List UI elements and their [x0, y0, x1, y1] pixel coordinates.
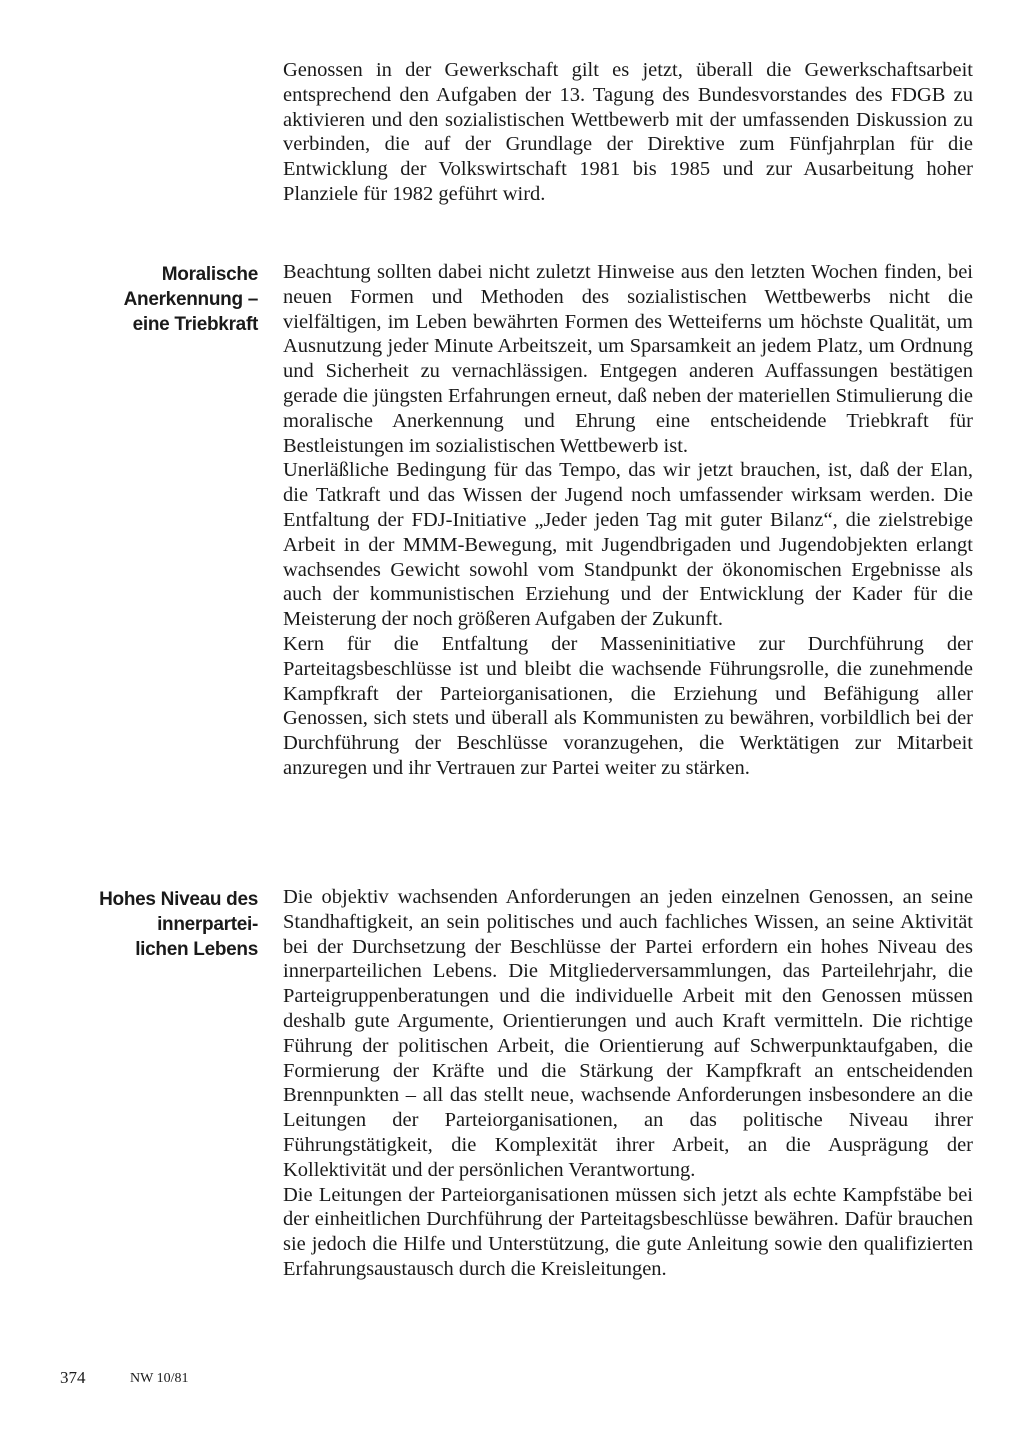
issue-reference: NW 10/81 — [130, 1371, 189, 1386]
level-section — [283, 885, 973, 1282]
moral-paragraph-3: Kern für die Entfaltung der Masseninitiative zur Durchführung der Parteitagsbeschlüsse ist und bleibt die wachsende Führungsrolle, die zunehmende Kampfkraft der Parteiorganisationen, die Erziehung und Befähigung aller Genossen, sich stets und überall als Kommunisten zu bewähren, vorbildlich bei der Durchführung der Beschlüsse voranzugehen, die Werktätigen zur Mitarbeit anzuregen und ihr Vertrauen zur Partei weiter zu stärken. — [283, 632, 973, 779]
margin-heading-moral — [60, 262, 258, 337]
margin-heading-line: Moralische — [161, 264, 258, 285]
level-paragraph-2: Die Leitungen der Parteiorganisationen müssen sich jetzt als echte Kampfstäbe bei der einheitlichen Durchführung der Parteitagsbeschlüsse bewähren. Dafür brauchen sie jedoch die Hilfe und Unterstützung, die gute Anleitung sowie den qualifizierten Erfahrungsaustausch durch die Kreisleitungen. — [283, 1183, 973, 1280]
margin-heading-line: lichen Lebens — [135, 939, 258, 960]
intro-paragraph: Genossen in der Gewerkschaft gilt es jetzt, überall die Gewerkschaftsarbeit entsprechend den Aufgaben der 13. Tagung des Bundesvorstandes des FDGB zu aktivieren und den sozialistischen Wettbewerb mit der umfassenden Diskussion zu verbinden, die auf der Grundlage der Direktive zum Fünfjahrplan für die Entwicklung der Volkswirtschaft 1981 bis 1985 und zur Ausarbeitung hoher Planziele für 1982 geführt wird. — [283, 59, 973, 205]
margin-heading-line: eine Triebkraft — [132, 314, 258, 335]
moral-paragraph-1: Beachtung sollten dabei nicht zuletzt Hinweise aus den letzten Wochen finden, bei neuen Formen und Methoden des sozialistischen Wettbewerbs nicht die vielfältigen, im Leben bewährten Formen des Wetteiferns um höchste Qualität, um Ausnutzung jeder Minute Arbeitszeit, um Sparsamkeit an jedem Platz, um Ordnung und Sicherheit zu vernachlässigen. Entgegen anderen Auffassungen bestätigen gerade die jüngsten Erfahrungen erneut, daß neben der materiellen Stimulierung die moralische Anerkennung und Ehrung eine entscheidende Triebkraft für Bestleistungen im sozialistischen Wettbewerb ist. — [283, 261, 973, 457]
moral-section — [283, 260, 973, 781]
moral-paragraph-2: Unerläßliche Bedingung für das Tempo, das wir jetzt brauchen, ist, daß der Elan, die Tatkraft und das Wissen der Jugend noch umfassender wirksam werden. Die Entfaltung der FDJ-Initiative „Jeder jeden Tag mit guter Bilanz“, die zielstrebige Arbeit in der MMM-Bewegung, mit Jugendbrigaden und Jugendobjekten erlangt wachsendes Gewicht sowohl vom Standpunkt der ökonomischen Ergebnisse als auch der kommunistischen Erziehung und der Entwicklung der Kader für die Meisterung der noch größeren Aufgaben der Zukunft. — [283, 459, 973, 631]
margin-heading-line: Hohes Niveau des — [99, 889, 258, 910]
margin-heading-level — [60, 887, 258, 962]
level-paragraph-1: Die objektiv wachsenden Anforderungen an jeden einzelnen Genossen, an seine Standhaftigkeit, an sein politisches und auch fachliches Wissen, an seine Aktivität bei der Durchsetzung der Beschlüsse der Partei erfordern ein hohes Niveau des innerparteilichen Lebens. Die Mitgliederversammlungen, das Parteilehrjahr, die Parteigruppenberatungen und die individuelle Arbeit mit den Genossen müssen deshalb gute Argumente, Orientierungen und auch Kraft vermitteln. Die richtige Führung der politischen Arbeit, die Orientierung auf Schwerpunktaufgaben, die Formierung der Kräfte und die Stärkung der Kampfkraft an entscheidenden Brennpunkten – all das stellt neue, wachsende Anforderungen insbesondere an die Leitungen der Parteiorganisationen, an das politische Niveau ihrer Führungstätigkeit, die Komplexität ihrer Arbeit, an die Ausprägung der Kollektivität und der persönlichen Verantwortung. — [283, 886, 973, 1181]
margin-heading-line: innerpartei- — [157, 914, 258, 935]
intro-section — [283, 58, 973, 207]
margin-heading-line: Anerkennung – — [123, 289, 258, 310]
page-number: 374 — [60, 1368, 86, 1387]
